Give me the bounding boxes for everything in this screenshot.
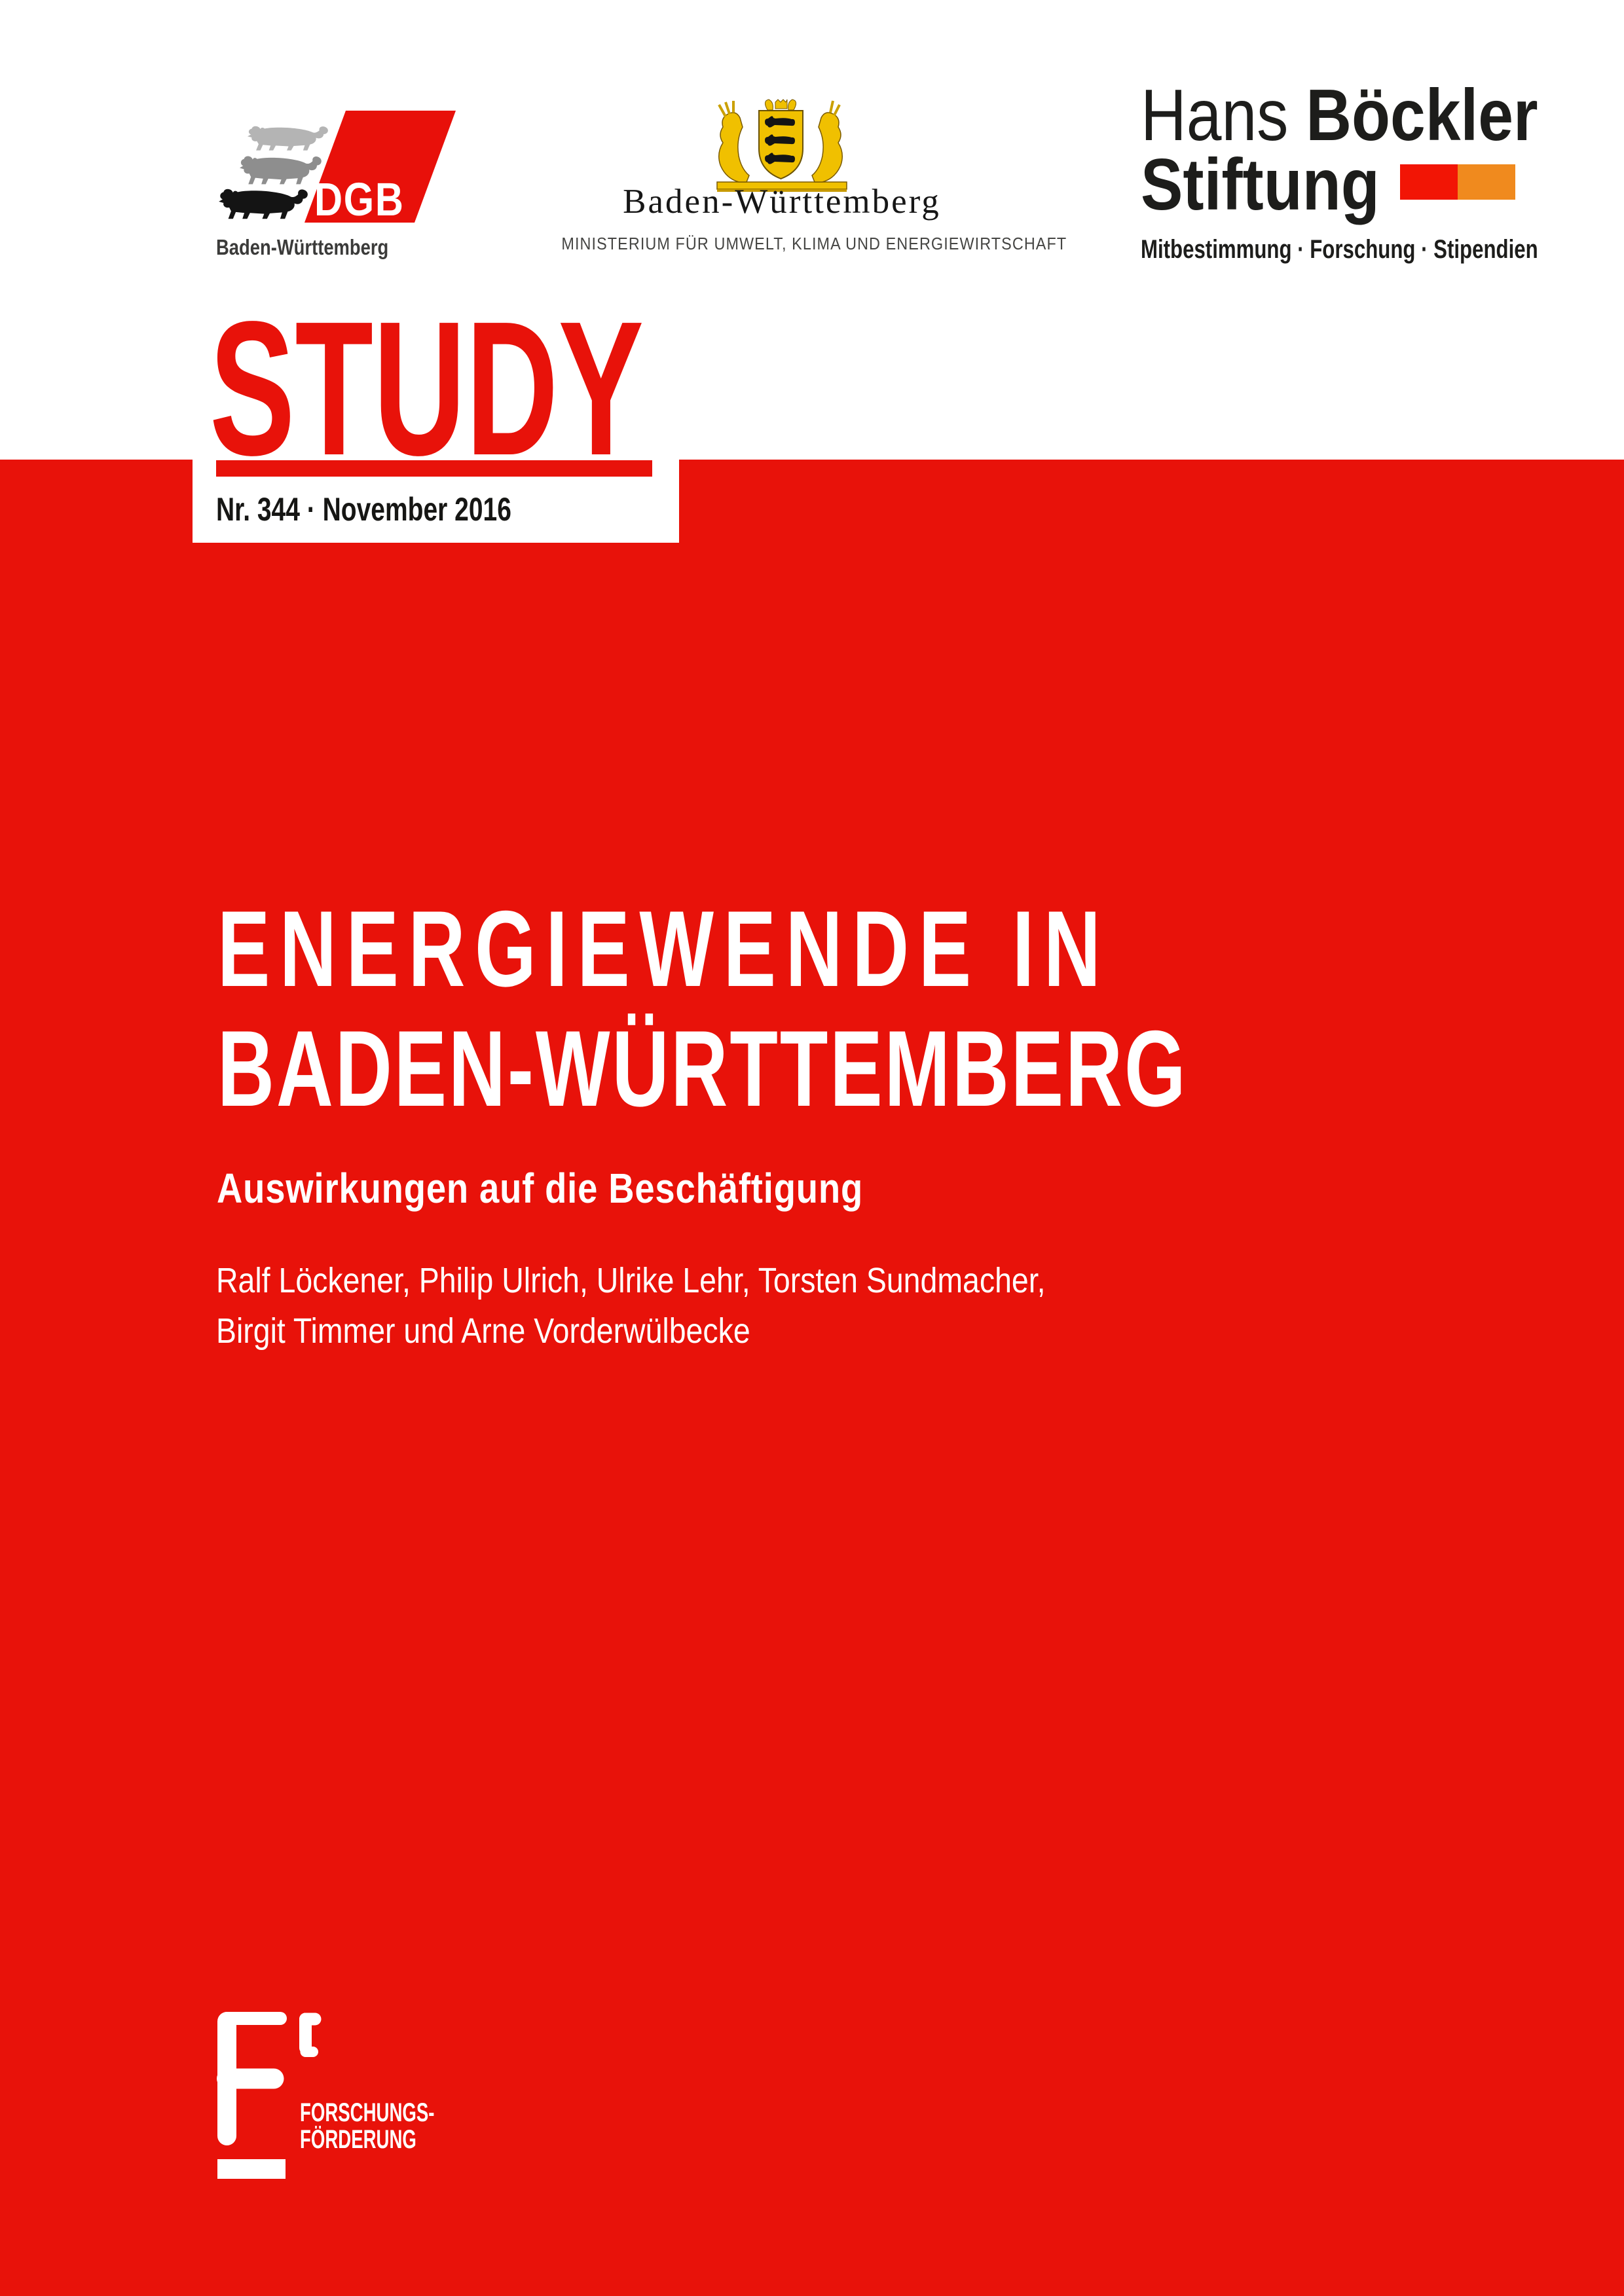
forschungsfoerderung-monogram-letter xyxy=(0,0,1,1)
dgb-caption: Baden-Württemberg xyxy=(216,235,389,259)
dgb-acronym: DGB xyxy=(314,174,405,226)
forschungsfoerderung-caption-line1: FORSCHUNGS- xyxy=(300,2098,435,2127)
hans-boeckler-last: Böckler xyxy=(1306,75,1538,156)
authors-line2: Birgit Timmer und Arne Vorderwülbecke xyxy=(216,1311,750,1351)
hans-boeckler-tagline: Mitbestimmung · Forschung · Stipendien xyxy=(1141,235,1538,264)
cover-subtitle: Auswirkungen auf die Beschäftigung xyxy=(217,1165,864,1212)
hans-boeckler-first: Hans xyxy=(1141,75,1289,156)
ministry-region-name: Baden-Württemberg xyxy=(623,183,941,221)
hans-boeckler-name-line2: Stiftung xyxy=(1141,144,1380,225)
authors-line1: Ralf Löckener, Philip Ulrich, Ulrike Lehr, Torsten Sundmacher, xyxy=(216,1261,1046,1300)
cover-title-line1: ENERGIEWENDE IN xyxy=(217,888,1111,1009)
cover-title-line2: BADEN-WÜRTTEMBERG xyxy=(217,1008,1188,1129)
hans-boeckler-red-square-icon xyxy=(1400,164,1458,200)
issue-info: Nr. 344 · November 2016 xyxy=(216,491,511,528)
ministry-department-name: MINISTERIUM FÜR UMWELT, KLIMA UND ENERGIEWIRTSCHAFT xyxy=(561,234,1067,253)
hans-boeckler-orange-square-icon xyxy=(1458,164,1515,200)
forschungsfoerderung-caption-line2: FÖRDERUNG xyxy=(300,2125,416,2154)
hans-boeckler-name-line1 xyxy=(1141,75,1538,156)
series-label: STUDY xyxy=(210,282,644,495)
forschungsfoerderung-monogram-icon xyxy=(210,1997,341,2193)
baden-wuerttemberg-crest-icon xyxy=(712,98,849,193)
forschungsfoerderung-monogram-superscript xyxy=(0,0,1,1)
